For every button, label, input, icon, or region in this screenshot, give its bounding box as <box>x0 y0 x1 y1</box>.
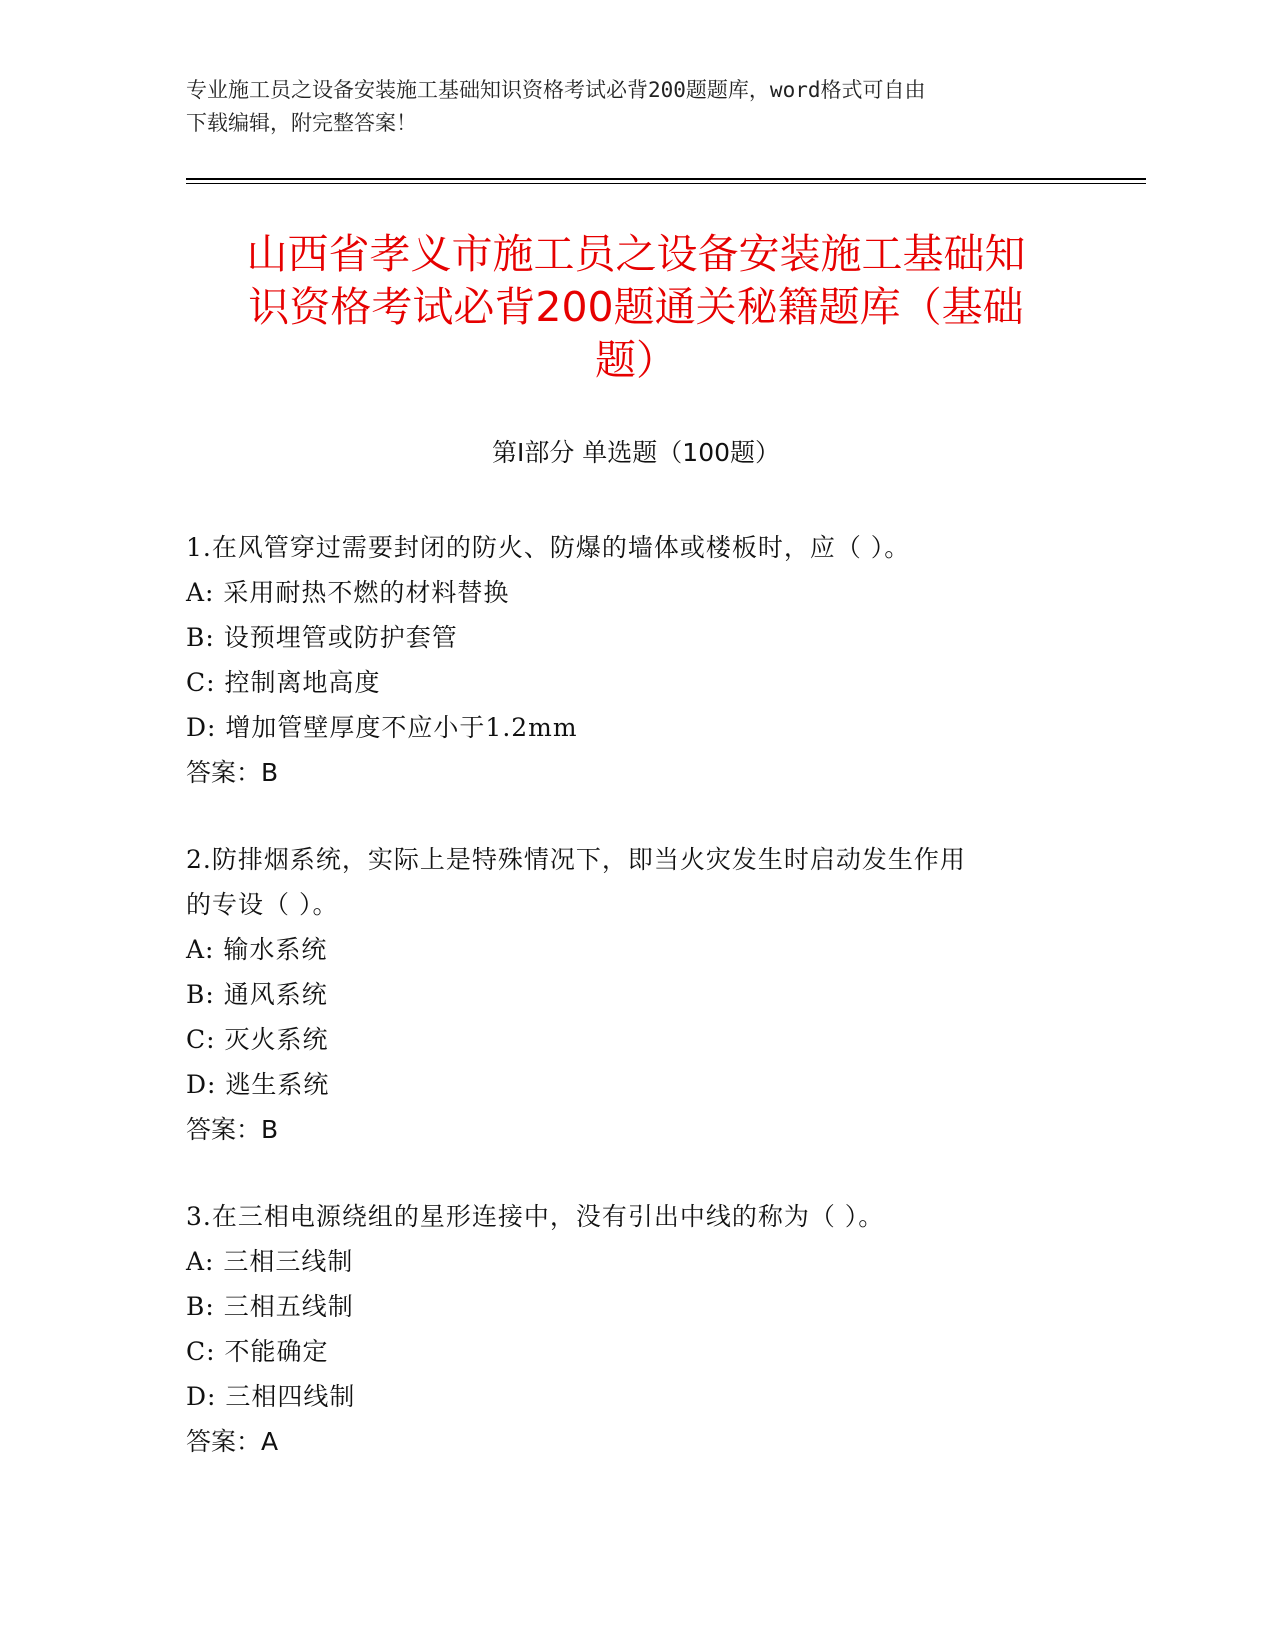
answer-text: 答案：B <box>186 1115 279 1144</box>
header-divider-thick <box>186 178 1146 180</box>
option-d: D: 增加管壁厚度不应小于1.2mm <box>186 713 578 742</box>
option-a: A: 输水系统 <box>186 935 328 964</box>
document-title-line: 山西省孝义市施工员之设备安装施工基础知 <box>246 230 1026 278</box>
header-divider-thin <box>186 183 1146 184</box>
answer-text: 答案：A <box>186 1427 279 1456</box>
question-item <box>186 525 1066 795</box>
document-title-line: 题） <box>595 336 677 384</box>
option-d: D: 三相四线制 <box>186 1382 356 1411</box>
question-list <box>186 525 1066 1506</box>
section-title: 第Ⅰ部分 单选题（100题） <box>491 438 781 467</box>
option-c: C: 控制离地高度 <box>186 668 381 697</box>
question-stem: 2.防排烟系统，实际上是特殊情况下，即当火灾发生时启动发生作用 <box>186 845 966 874</box>
option-c: C: 不能确定 <box>186 1337 329 1366</box>
option-c: C: 灭火系统 <box>186 1025 329 1054</box>
question-item <box>186 837 1066 1152</box>
header-note <box>186 74 1066 140</box>
header-note-line: 下载编辑，附完整答案！ <box>186 111 417 135</box>
header-note-line: 专业施工员之设备安装施工基础知识资格考试必背200题题库，word格式可自由 <box>186 78 926 102</box>
document-title-line: 识资格考试必背200题通关秘籍题库（基础 <box>248 283 1024 331</box>
answer-text: 答案：B <box>186 758 279 787</box>
option-a: A: 三相三线制 <box>186 1247 354 1276</box>
option-b: B: 三相五线制 <box>186 1292 354 1321</box>
option-b: B: 设预埋管或防护套管 <box>186 623 458 652</box>
option-b: B: 通风系统 <box>186 980 328 1009</box>
question-stem: 1.在风管穿过需要封闭的防火、防爆的墙体或楼板时，应（ ）。 <box>186 533 911 562</box>
question-item <box>186 1194 1066 1464</box>
question-stem: 3.在三相电源绕组的星形连接中，没有引出中线的称为（ ）。 <box>186 1202 885 1231</box>
question-stem-continued: 的专设（ ）。 <box>186 890 339 919</box>
option-d: D: 逃生系统 <box>186 1070 330 1099</box>
document-title <box>186 228 1086 387</box>
option-a: A: 采用耐热不燃的材料替换 <box>186 578 510 607</box>
